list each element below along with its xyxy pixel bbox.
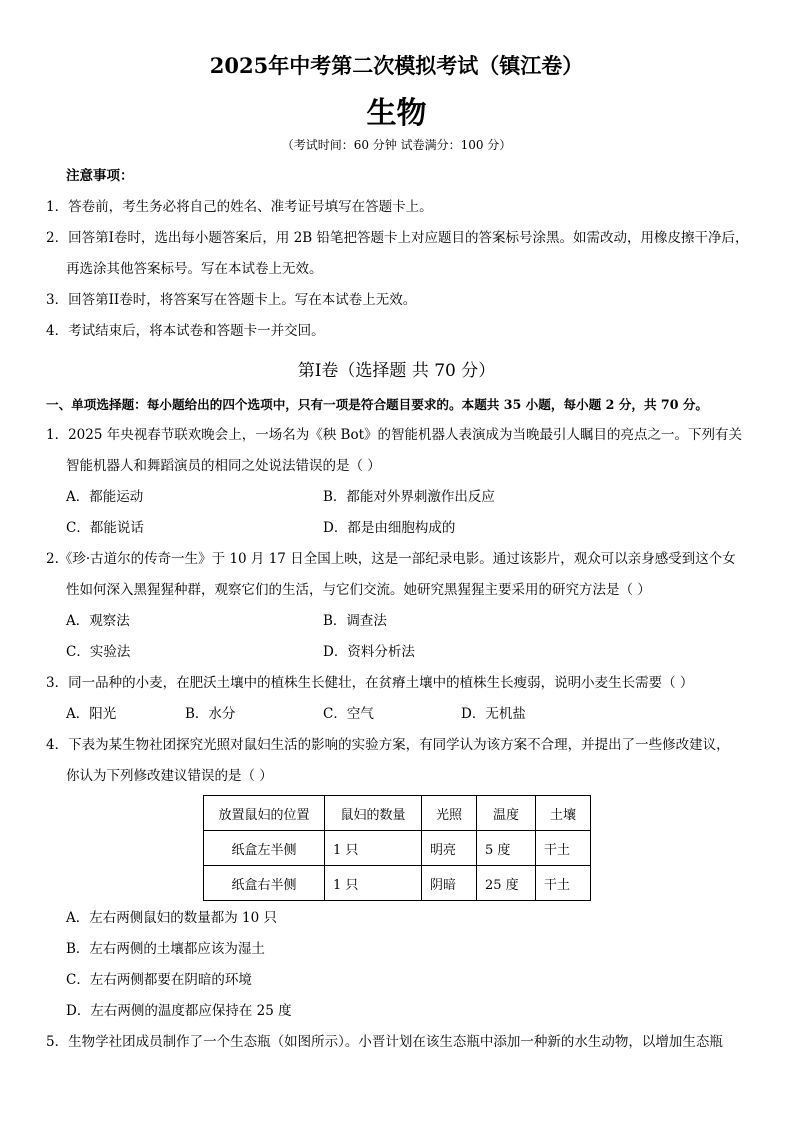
table-cell: 25 度 (477, 866, 536, 901)
q1-option-b: B．都能对外界刺激作出反应 (323, 489, 495, 505)
q2-stem-line2: 性如何深入黑猩猩种群，观察它们的生活，与它们交流。她研究黑猩猩主要采用的研究方法是（ ） (66, 582, 651, 598)
q3-option-d: D．无机盐 (461, 706, 526, 722)
table-cell: 1 只 (325, 866, 422, 901)
q3-option-c: C．空气 (323, 706, 374, 722)
q4-option-c: C．左右两侧都要在阴暗的环境 (66, 972, 252, 988)
table-cell: 阴暗 (422, 866, 477, 901)
q3-stem: 3．同一品种的小麦，在肥沃土壤中的植株生长健壮，在贫瘠土壤中的植株生长瘦弱，说明小麦生长需要（ ） (46, 675, 694, 691)
subject-title: 生物 (366, 96, 427, 131)
notes-heading: 注意事项： (66, 168, 134, 184)
q4-stem-line1: 4．下表为某生物社团探究光照对鼠妇生活的影响的实验方案，有同学认为该方案不合理，并提出了一些修改建议， (46, 737, 730, 753)
exam-info: （考试时间：60 分钟 试卷满分：100 分） (281, 138, 512, 152)
table-cell: 干土 (536, 831, 591, 866)
table-cell: 纸盒左半侧 (204, 831, 325, 866)
section-instruction: 一、单项选择题：每小题给出的四个选项中，只有一项是符合题目要求的。本题共 35 小题，每小题 2 分，共 70 分。 (46, 397, 709, 412)
q4-option-a: A．左右两侧鼠妇的数量都为 10 只 (66, 910, 278, 926)
table-cell: 纸盒右半侧 (204, 866, 325, 901)
note-item-1: 1．答卷前，考生务必将自己的姓名、准考证号填写在答题卡上。 (46, 199, 433, 215)
q2-option-b: B．调查法 (323, 613, 387, 629)
experiment-table (203, 795, 591, 901)
section-title: 第I卷（选择题 共 70 分） (297, 361, 496, 381)
table-cell: 干土 (536, 866, 591, 901)
q1-option-c: C．都能说话 (66, 520, 144, 536)
exam-title: 2025年中考第二次模拟考试（镇江卷） (209, 53, 584, 78)
table-row (204, 831, 591, 866)
q2-stem-line1: 2.《珍·古道尔的传奇一生》于 10 月 17 日全国上映，这是一部纪录电影。通过该影片，观众可以亲身感受到这个女 (46, 551, 736, 567)
q1-option-d: D．都是由细胞构成的 (323, 520, 456, 536)
table-header-cell: 光照 (422, 796, 477, 831)
q5-stem-line1: 5．生物学社团成员制作了一个生态瓶（如图所示）。小晋计划在该生态瓶中添加一种新的水生动物，以增加生态瓶 (46, 1034, 723, 1050)
table-header-row (204, 796, 591, 831)
q1-stem-line2: 智能机器人和舞蹈演员的相同之处说法错误的是（ ） (66, 458, 381, 474)
q3-option-b: B．水分 (185, 706, 236, 722)
note-item-2: 2．回答第I卷时，选出每小题答案后，用 2B 铅笔把答题卡上对应题目的答案标号涂黑。如需改动，用橡皮擦干净后， (46, 230, 749, 246)
table-header-cell: 放置鼠妇的位置 (204, 796, 325, 831)
table-cell: 5 度 (477, 831, 536, 866)
q2-option-a: A．观察法 (66, 613, 130, 629)
table-header-cell: 温度 (477, 796, 536, 831)
note-item-3: 3．回答第II卷时，将答案写在答题卡上。写在本试卷上无效。 (46, 292, 417, 308)
note-item-2-cont: 再选涂其他答案标号。写在本试卷上无效。 (66, 261, 323, 277)
note-item-4: 4．考试结束后，将本试卷和答题卡一并交回。 (46, 323, 325, 339)
q4-option-b: B．左右两侧的土壤都应该为湿土 (66, 941, 265, 957)
table-row (204, 866, 591, 901)
q2-option-c: C．实验法 (66, 644, 131, 660)
q1-stem-line1: 1．2025 年央视春节联欢晚会上，一场名为《秧 Bot》的智能机器人表演成为当晚最引人瞩目的亮点之一。下列有关 (46, 427, 743, 443)
table-header-cell: 鼠妇的数量 (325, 796, 422, 831)
q2-option-d: D．资料分析法 (323, 644, 415, 660)
q4-option-d: D．左右两侧的温度都应保持在 25 度 (66, 1003, 292, 1019)
q3-option-a: A．阳光 (66, 706, 117, 722)
table-header-cell: 土壤 (536, 796, 591, 831)
table-cell: 明亮 (422, 831, 477, 866)
q4-stem-line2: 你认为下列修改建议错误的是（ ） (66, 768, 273, 784)
q1-option-a: A．都能运动 (66, 489, 144, 505)
table-cell: 1 只 (325, 831, 422, 866)
